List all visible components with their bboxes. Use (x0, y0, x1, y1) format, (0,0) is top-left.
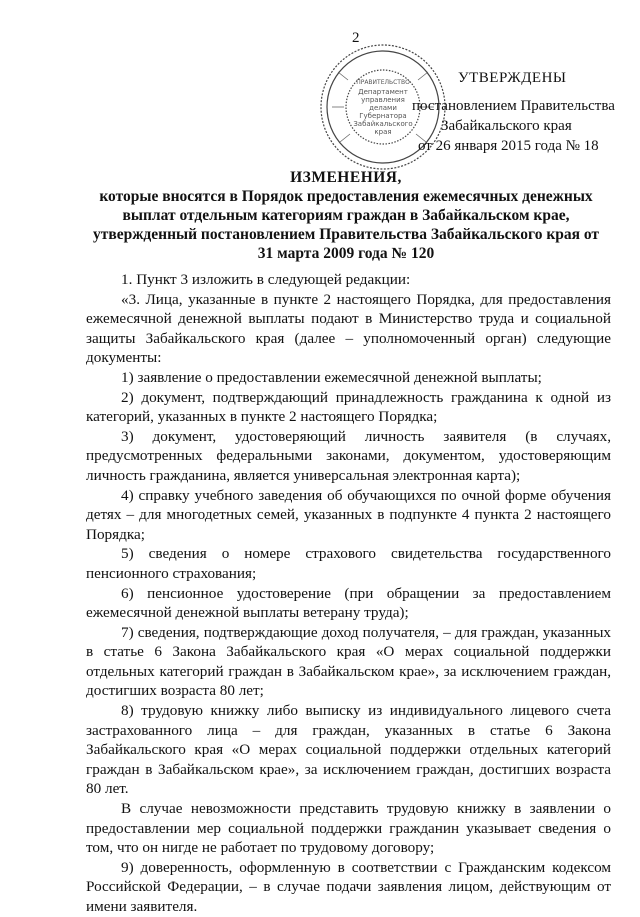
paragraph: 4) справку учебного заведения об обучающихся по очной форме обучения детях – для многодетных семей, указанных в подпункте 4 пункта 2 настоящего Порядка; (86, 486, 611, 543)
paragraph: 9) доверенность, оформленную в соответствии с Гражданским кодексом Российской Федерации, – в случае подачи заявления лицом, действующим от имени заявителя. (86, 858, 611, 915)
paragraph: «3. Лица, указанные в пункте 2 настоящего Порядка, для предоставления ежемесячной денежной выплаты подают в Министерство труда и социальной защиты Забайкальского края (далее – уполномоченный орган) следующие документы: (86, 290, 611, 367)
approval-line-3: от 26 января 2015 года № 18 (418, 138, 599, 154)
heading-line-4: 31 марта 2009 года № 120 (257, 245, 435, 262)
svg-text:делами: делами (369, 104, 397, 112)
approval-title: УТВЕРЖДЕНЫ (458, 70, 567, 86)
page-number: 2 (352, 30, 360, 46)
heading-title: ИЗМЕНЕНИЯ, (290, 169, 402, 186)
approval-line-1: постановлением Правительства (412, 98, 615, 114)
paragraph: 1) заявление о предоставлении ежемесячной денежной выплаты; (121, 368, 542, 386)
svg-text:ПРАВИТЕЛЬСТВО: ПРАВИТЕЛЬСТВО (356, 79, 410, 86)
document-body (86, 270, 611, 917)
paragraph: 6) пенсионное удостоверение (при обращении за предоставлением ежемесячной денежной выплаты ветерану труда); (86, 584, 611, 622)
paragraph: В случае невозможности представить трудовую книжку в заявлении о предоставлении мер социальной поддержки гражданин указывает сведения о том, что он нигде не работает по трудовому договору; (86, 800, 611, 857)
heading-line-1: которые вносятся в Порядок предоставления ежемесячных денежных (99, 188, 593, 205)
svg-text:управления: управления (361, 96, 405, 104)
heading-line-2: выплат отдельным категориям граждан в Забайкальском крае, (122, 207, 570, 224)
paragraph: 2) документ, подтверждающий принадлежность гражданина к одной из категорий, указанных в пункте 2 настоящего Порядка; (86, 388, 611, 426)
approval-line-2: Забайкальского края (441, 118, 572, 134)
svg-text:Забайкальского: Забайкальского (353, 120, 413, 128)
paragraph: 5) сведения о номере страхового свидетельства государственного пенсионного страхования; (86, 545, 611, 582)
svg-text:Губернатора: Губернатора (359, 112, 407, 120)
heading-line-3: утвержденный постановлением Правительства Забайкальского края от (92, 226, 600, 243)
document-heading (86, 168, 606, 263)
approval-block (400, 68, 625, 156)
paragraph: 7) сведения, подтверждающие доход получателя, – для граждан, указанных в статье 6 Закона Забайкальского края «О мерах социальной поддержки отдельных категорий граждан в Забайкальском крае», за исключением граждан, достигших возраста 80 лет; (86, 623, 611, 700)
svg-text:края: края (374, 128, 392, 136)
svg-text:Департамент: Департамент (358, 88, 408, 96)
paragraph: 8) трудовую книжку либо выписку из индивидуального лицевого счета застрахованного лица – для граждан, указанных в статье 6 Закона Забайкальского края «О мерах социальной поддержки отдельных категорий граждан в Забайкальском крае», за исключением граждан, достигших возраста 80 лет. (86, 702, 611, 798)
paragraph: 1. Пункт 3 изложить в следующей редакции: (121, 271, 411, 288)
paragraph: 3) документ, удостоверяющий личность заявителя (в случаях, предусмотренных федеральными законами, документом, удостоверяющим личность гражданина, является универсальная электронная карта); (86, 427, 611, 484)
